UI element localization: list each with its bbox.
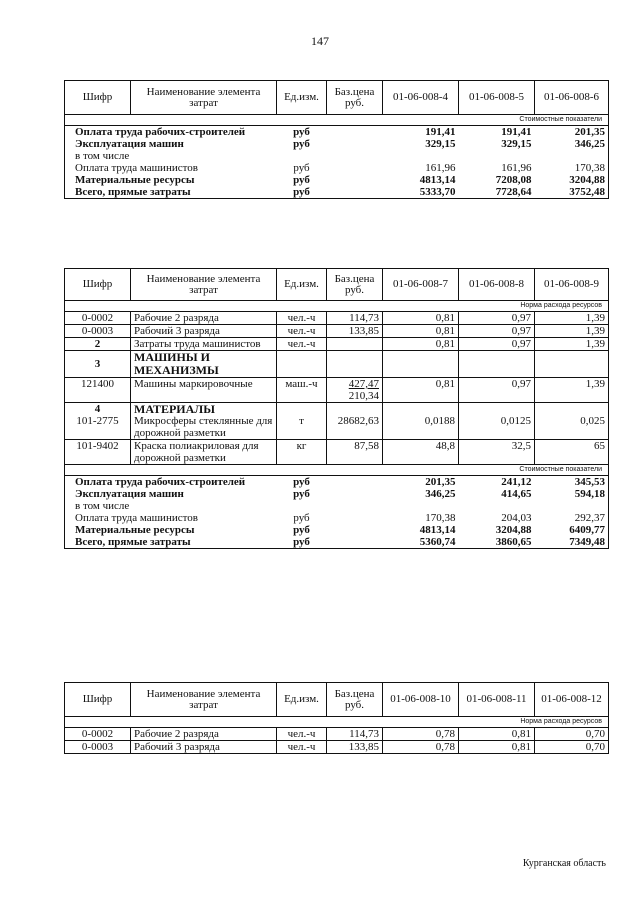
header-code: Шифр <box>65 269 131 301</box>
header-unit: Ед.изм. <box>277 269 327 301</box>
table-row: 0-0002 Рабочие 2 разряда чел.-ч 114,73 0,78 0,81 0,70 <box>65 728 609 741</box>
table-row: в том числе <box>65 150 609 162</box>
table-row: 4 МАТЕРИАЛЫ <box>65 403 609 416</box>
table-row: 0-0002 Рабочие 2 разряда чел.-ч 114,73 0,81 0,97 1,39 <box>65 312 609 325</box>
header-name: Наименование элемента затрат <box>131 683 277 717</box>
header-base-price: Баз.цена руб. <box>327 683 383 717</box>
table-row: 101-9402 Краска полиакриловая для дорожной разметки кг 87,58 48,8 32,5 65 <box>65 440 609 465</box>
table-row: Оплата труда рабочих-строителей руб 201,35 241,12 345,53 <box>65 476 609 489</box>
column-header: 01-06-008-12 <box>535 683 609 717</box>
column-header: 01-06-008-8 <box>459 269 535 301</box>
cost-table-3 <box>64 682 609 754</box>
table-row: 2 Затраты труда машинистов чел.-ч 0,81 0,97 1,39 <box>65 338 609 351</box>
table-row: Оплата труда машинистов руб 170,38 204,03 292,37 <box>65 512 609 524</box>
column-header: 01-06-008-6 <box>535 81 609 115</box>
section-label: Норма расхода ресурсов <box>65 301 609 312</box>
column-header: 01-06-008-9 <box>535 269 609 301</box>
table-row: в том числе <box>65 500 609 512</box>
cost-table-2 <box>64 268 609 549</box>
table-row: 0-0003 Рабочий 3 разряда чел.-ч 133,85 0,78 0,81 0,70 <box>65 741 609 754</box>
section-label: Норма расхода ресурсов <box>65 717 609 728</box>
table-row: Оплата труда машинистов руб 161,96 161,96 170,38 <box>65 162 609 174</box>
cost-table-1 <box>64 80 609 199</box>
page-number: 147 <box>311 34 329 48</box>
table-row: Эксплуатация машин руб 346,25 414,65 594,18 <box>65 488 609 500</box>
header-base-price: Баз.цена руб. <box>327 81 383 115</box>
header-name: Наименование элемента затрат <box>131 81 277 115</box>
section-label: Стоимостные показатели <box>65 115 609 126</box>
table-row: Всего, прямые затраты руб 5333,70 7728,64 3752,48 <box>65 186 609 199</box>
header-code: Шифр <box>65 683 131 717</box>
table-row: Материальные ресурсы руб 4813,14 7208,08 3204,88 <box>65 174 609 186</box>
table-row: 3 МАШИНЫ И МЕХАНИЗМЫ <box>65 351 609 378</box>
table-row: 101-2775 Микросферы стеклянные для дорожной разметки т 28682,63 0,0188 0,0125 0,025 <box>65 415 609 440</box>
header-unit: Ед.изм. <box>277 81 327 115</box>
header-unit: Ед.изм. <box>277 683 327 717</box>
header-base-price: Баз.цена руб. <box>327 269 383 301</box>
column-header: 01-06-008-7 <box>383 269 459 301</box>
header-code: Шифр <box>65 81 131 115</box>
column-header: 01-06-008-5 <box>459 81 535 115</box>
footer-region: Курганская область <box>522 858 606 869</box>
table-row: 0-0003 Рабочий 3 разряда чел.-ч 133,85 0,81 0,97 1,39 <box>65 325 609 338</box>
column-header: 01-06-008-11 <box>459 683 535 717</box>
table-row: Материальные ресурсы руб 4813,14 3204,88 6409,77 <box>65 524 609 536</box>
table-row: Всего, прямые затраты руб 5360,74 3860,65 7349,48 <box>65 536 609 549</box>
table-row: Эксплуатация машин руб 329,15 329,15 346,25 <box>65 138 609 150</box>
header-name: Наименование элемента затрат <box>131 269 277 301</box>
table-row: Оплата труда рабочих-строителей руб 191,41 191,41 201,35 <box>65 126 609 139</box>
table-row: 121400 Машины маркировочные маш.-ч 427,47 210,34 0,81 0,97 1,39 <box>65 378 609 403</box>
column-header: 01-06-008-4 <box>383 81 459 115</box>
section-label: Стоимостные показатели <box>65 465 609 476</box>
column-header: 01-06-008-10 <box>383 683 459 717</box>
